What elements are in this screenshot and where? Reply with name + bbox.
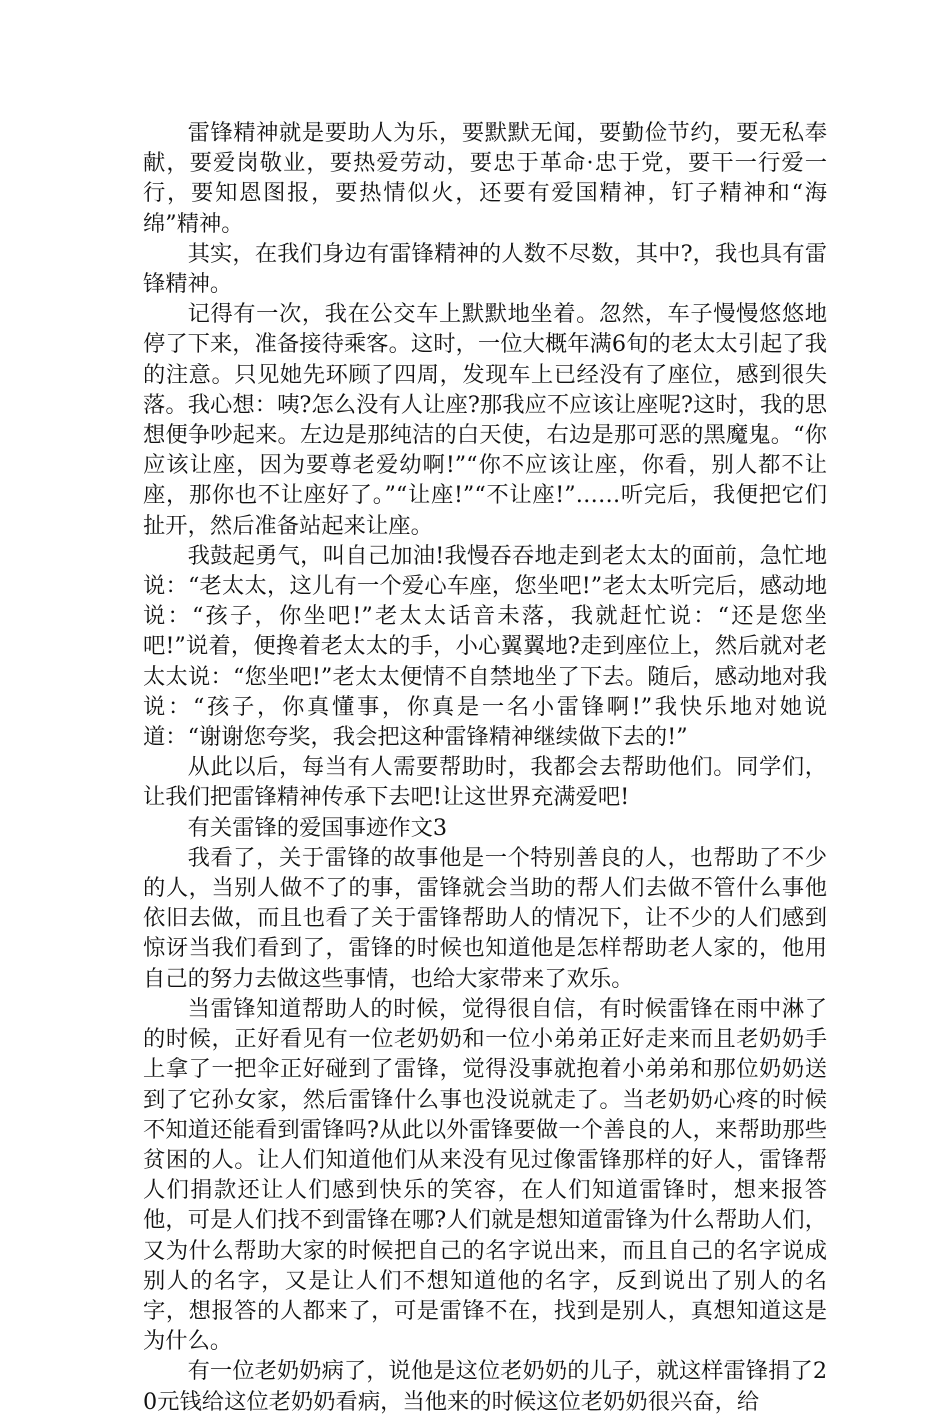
- paragraph-giving-seat: 我鼓起勇气，叫自己加油!我慢吞吞地走到老太太的面前，急忙地说：“老太太，这儿有一个爱心车座，您坐吧!”老太太听完后，感动地说：“孩子，你坐吧!”老太太话音未落，我就赶忙说：“还是您坐吧!”说着，便搀着老太太的手，小心翼翼地?走到座位上，然后就对老太太说：“您坐吧!”老太太便情不自禁地坐了下去。随后，感动地对我说：“孩子，你真懂事，你真是一名小雷锋啊!”我快乐地对她说道：“谢谢您夸奖，我会把这种雷锋精神继续做下去的!”: [143, 542, 827, 751]
- paragraph-grandma-ill: 有一位老奶奶病了，说他是这位老奶奶的儿子，就这样雷锋捐了20元钱给这位老奶奶看病，当他来的时候这位老奶奶很兴奋，给: [143, 1358, 827, 1415]
- paragraph-around-us: 其实，在我们身边有雷锋精神的人数不尽数，其中?，我也具有雷锋精神。: [143, 240, 827, 298]
- document-page: [143, 118, 827, 1417]
- paragraph-spirit-definition: 雷锋精神就是要助人为乐，要默默无闻，要勤俭节约，要无私奉献，要爱岗敬业，要热爱劳动，要忠于革命·忠于党，要干一行爱一行，要知恩图报，要热情似火，还要有爱国精神，钉子精神和“海绵”精神。: [143, 120, 827, 237]
- paragraph-bus-story: 记得有一次，我在公交车上默默地坐着。忽然，车子慢慢悠悠地停了下来，准备接待乘客。这时，一位大概年满6旬的老太太引起了我的注意。只见她先环顾了四周，发现车上已经没有了座位，感到很失落。我心想：咦?怎么没有人让座?那我应不应该让座呢?这时，我的思想便争吵起来。左边是那纯洁的白天使，右边是那可恶的黑魔鬼。“你应该让座，因为要尊老爱幼啊!”“你不应该让座，你看，别人都不让座，那你也不让座好了。”“让座!”“不让座!”……听完后，我便把它们扯开，然后准备站起来让座。: [143, 301, 827, 539]
- paragraph-lei-feng-story: 我看了，关于雷锋的故事他是一个特别善良的人，也帮助了不少的人，当别人做不了的事，雷锋就会当助的帮人们去做不管什么事他依旧去做，而且也看了关于雷锋帮助人的情况下，让不少的人们感到惊讶当我们看到了，雷锋的时候也知道他是怎样帮助老人家的，他用自己的努力去做这些事情，也给大家带来了欢乐。: [143, 844, 827, 992]
- paragraph-conclusion: 从此以后，每当有人需要帮助时，我都会去帮助他们。同学们，让我们把雷锋精神传承下去吧!让这世界充满爱吧!: [143, 754, 827, 811]
- paragraph-rain-story: 当雷锋知道帮助人的时候，觉得很自信，有时候雷锋在雨中淋了的时候，正好看见有一位老奶奶和一位小弟弟正好走来而且老奶奶手上拿了一把伞正好碰到了雷锋，觉得没事就抱着小弟弟和那位奶奶送到了它孙女家，然后雷锋什么事也没说就走了。当老奶奶心疼的时候不知道还能看到雷锋吗?从此以外雷锋要做一个善良的人，来帮助那些贫困的人。让人们知道他们从来没有见过像雷锋那样的好人，雷锋帮人们捐款还让人们感到快乐的笑容，在人们知道雷锋时，想来报答他，可是人们找不到雷锋在哪?人们就是想知道雷锋为什么帮助人们，又为什么帮助大家的时候把自己的名字说出来，而且自己的名字说成别人的名字，又是让人们不想知道他的名字，反到说出了别人的名字，想报答的人都来了，可是雷锋不在，找到是别人，真想知道这是为什么。: [143, 995, 827, 1355]
- essay-heading: 有关雷锋的爱国事迹作文3: [187, 814, 448, 841]
